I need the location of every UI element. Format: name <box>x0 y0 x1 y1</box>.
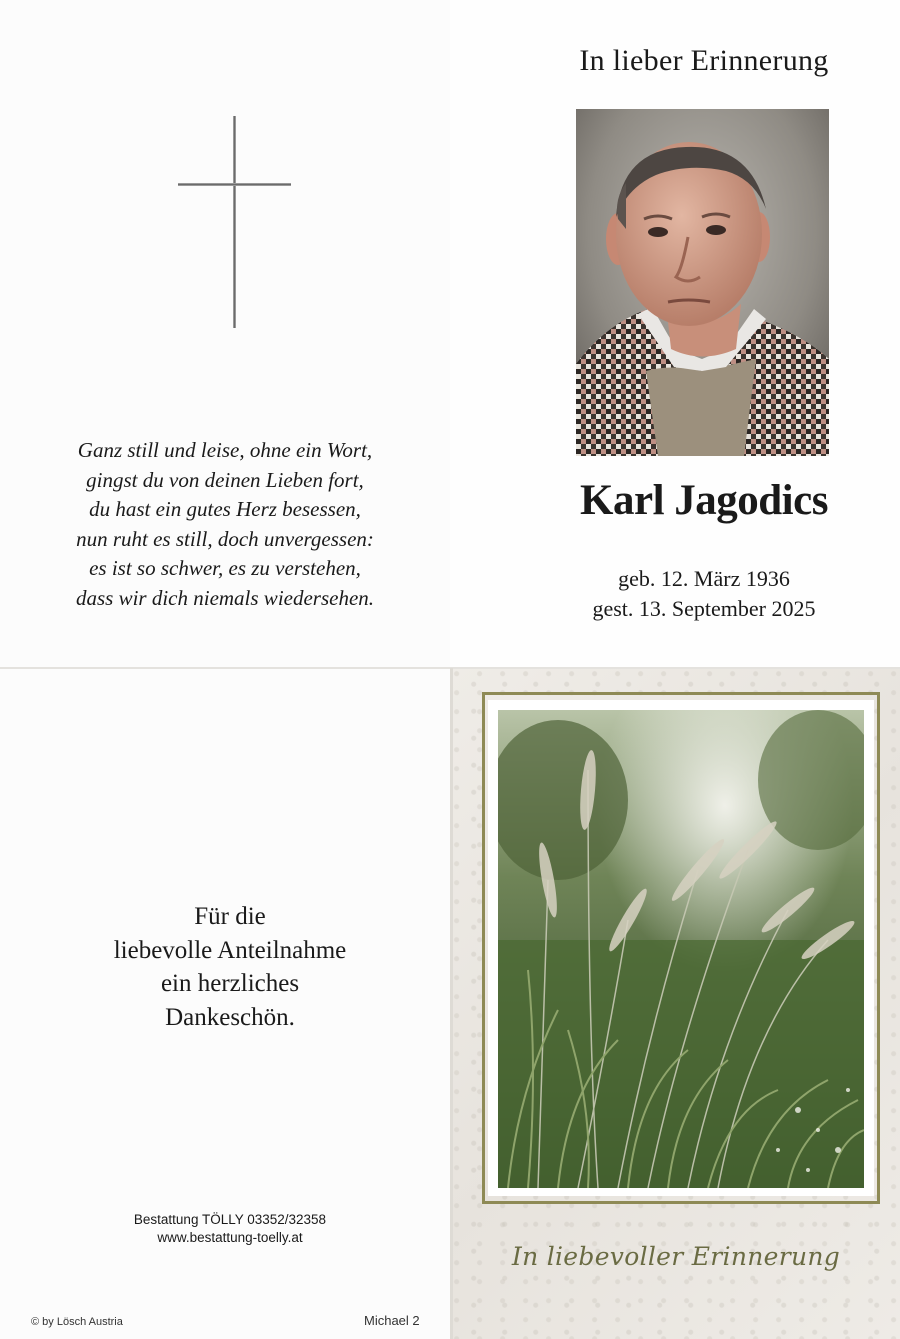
poem-line: dass wir dich niemals wiedersehen. <box>75 585 375 610</box>
poem-line: nun ruht es still, doch unvergessen: <box>76 526 374 551</box>
thanks-line: ein herzliches <box>160 970 300 997</box>
model-number: Michael 2 <box>364 1313 420 1328</box>
undertaker-website: www.bestattung-toelly.at <box>157 1230 303 1245</box>
thanks-line: Dankeschön. <box>165 1003 295 1031</box>
poem-line: gingst du von deinen Lieben fort, <box>86 467 364 492</box>
copyright-note: © by Lösch Austria <box>31 1316 123 1328</box>
life-dates <box>540 564 868 624</box>
grass-photo <box>498 710 864 1188</box>
poem-line: du hast ein gutes Herz besessen, <box>89 497 361 521</box>
poem <box>20 436 430 613</box>
cover-script-text: In liebevoller Erinnerung <box>511 1242 841 1271</box>
undertaker-info <box>60 1211 400 1247</box>
poem-line: es ist so schwer, es zu verstehen, <box>89 556 361 580</box>
thanks-line: Für die <box>194 903 266 930</box>
portrait-photo <box>576 109 829 456</box>
fold-line-vertical <box>450 668 453 1339</box>
birth-date: geb. 12. März 1936 <box>618 566 790 591</box>
thank-you-text <box>20 900 440 1034</box>
poem-line: Ganz still und leise, ohne ein Wort, <box>77 438 373 462</box>
death-date: gest. 13. September 2025 <box>592 596 816 621</box>
undertaker-name: Bestattung TÖLLY 03352/32358 <box>133 1212 327 1227</box>
thanks-line: liebevolle Anteilnahme <box>113 936 347 964</box>
deceased-name: Karl Jagodics <box>580 477 828 524</box>
memorial-heading: In lieber Erinnerung <box>579 44 829 77</box>
